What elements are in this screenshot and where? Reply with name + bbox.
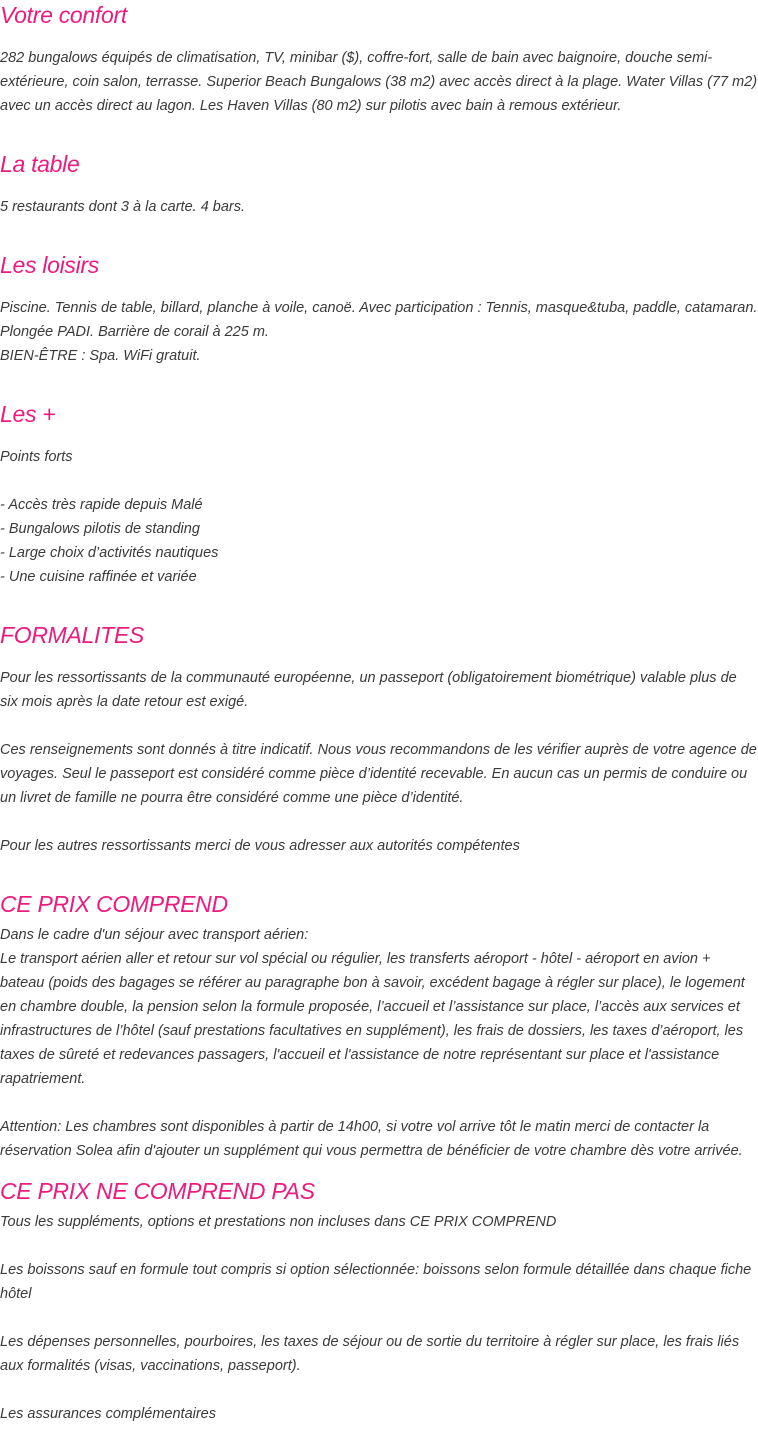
blank-line <box>0 714 758 738</box>
blank-line <box>0 1306 758 1330</box>
blank-line <box>0 469 758 493</box>
list-item: - Une cuisine raffinée et variée <box>0 569 197 585</box>
body-line: Pour les ressortissants de la communauté européenne, un passeport (obligatoirement biométrique) valable plus de six mois après la date retour est exigé. <box>0 670 737 710</box>
body-line: Les dépenses personnelles, pourboires, les taxes de séjour ou de sortie du territoire à régler sur place, les frais liés aux formalités (visas, vaccinations, passeport). <box>0 1334 740 1374</box>
body-line: Points forts <box>0 449 73 465</box>
body-line: Tous les suppléments, options et prestations non incluses dans CE PRIX COMPREND <box>0 1214 557 1230</box>
section-formalites <box>0 620 758 858</box>
body-line: 282 bungalows équipés de climatisation, TV, minibar ($), coffre-fort, salle de bain avec baignoire, douche semi-extérieure, coin salon, terrasse. Superior Beach Bungalows (38 m2) avec accès direct à la plage. Water Villas (77 m2) avec un accès direct au lagon. Les Haven Villas (80 m2) sur pilotis avec bain à remous extérieur. <box>0 50 758 114</box>
body-line: Ces renseignements sont donnés à titre indicatif. Nous vous recommandons de les vérifier auprès de votre agence de voyages. Seul le passeport est considéré comme pièce d’identité recevable. En aucun cas un permis de conduire ou un livret de famille ne pourra être considéré comme une pièce d’identité. <box>0 742 757 806</box>
section-ce-prix-comprend <box>0 889 758 1163</box>
section-title: Votre confort <box>0 2 127 28</box>
section-body <box>0 666 758 858</box>
body-line: Piscine. Tennis de table, billard, planche à voile, canoë. Avec participation : Tennis, masque&tuba, paddle, catamaran. Plongée PADI. Barrière de corail à 225 m. <box>0 300 758 340</box>
list-item: - Bungalows pilotis de standing <box>0 521 200 537</box>
body-line: Attention: Les chambres sont disponibles à partir de 14h00, si votre vol arrive tôt le matin merci de contacter la réservation Solea afin d'ajouter un supplément qui vous permettra de bénéficier de votre chambre dès votre arrivée. <box>0 1119 743 1159</box>
section-body <box>0 296 758 368</box>
blank-line <box>0 1234 758 1258</box>
body-line: Pour les autres ressortissants merci de vous adresser aux autorités compétentes <box>0 838 520 854</box>
section-title: La table <box>0 151 80 177</box>
section-ce-prix-ne-comprend-pas <box>0 1176 758 1426</box>
section-les-loisirs <box>0 250 758 368</box>
blank-line <box>0 1378 758 1402</box>
section-title: FORMALITES <box>0 622 144 648</box>
section-les-plus <box>0 399 758 589</box>
body-line: BIEN-ÊTRE : Spa. WiFi gratuit. <box>0 348 201 364</box>
section-title: CE PRIX COMPREND <box>0 891 228 917</box>
section-body <box>0 923 758 1163</box>
section-title: Les loisirs <box>0 252 99 278</box>
section-body <box>0 445 758 589</box>
section-title: Les + <box>0 401 56 427</box>
section-title: CE PRIX NE COMPREND PAS <box>0 1178 315 1204</box>
list-item: - Large choix d’activités nautiques <box>0 545 219 561</box>
body-line: Les boissons sauf en formule tout compris si option sélectionnée: boissons selon formule détaillée dans chaque fiche hôtel <box>0 1262 752 1302</box>
body-line: Le transport aérien aller et retour sur vol spécial ou régulier, les transferts aéroport - hôtel - aéroport en avion + bateau (poids des bagages se référer au paragraphe bon à savoir, excédent bagage à régler sur place), le logement en chambre double, la pension selon la formule proposée, l’accueil et l’assistance sur place, l’accès aux services et infrastructures de l’hôtel (sauf prestations facultatives en supplément), les frais de dossiers, les taxes d’aéroport, les taxes de sûreté et redevances passagers, l'accueil et l'assistance de notre représentant sur place et l'assistance rapatriement. <box>0 951 745 1087</box>
body-line: 5 restaurants dont 3 à la carte. 4 bars. <box>0 199 246 215</box>
blank-line <box>0 1091 758 1115</box>
section-body <box>0 46 758 118</box>
list-item: - Accès très rapide depuis Malé <box>0 497 203 513</box>
section-votre-confort <box>0 0 758 118</box>
blank-line <box>0 810 758 834</box>
section-la-table <box>0 149 758 219</box>
section-body <box>0 195 758 219</box>
section-body <box>0 1210 758 1426</box>
body-line: Dans le cadre d'un séjour avec transport aérien: <box>0 927 309 943</box>
body-line: Les assurances complémentaires <box>0 1406 216 1422</box>
